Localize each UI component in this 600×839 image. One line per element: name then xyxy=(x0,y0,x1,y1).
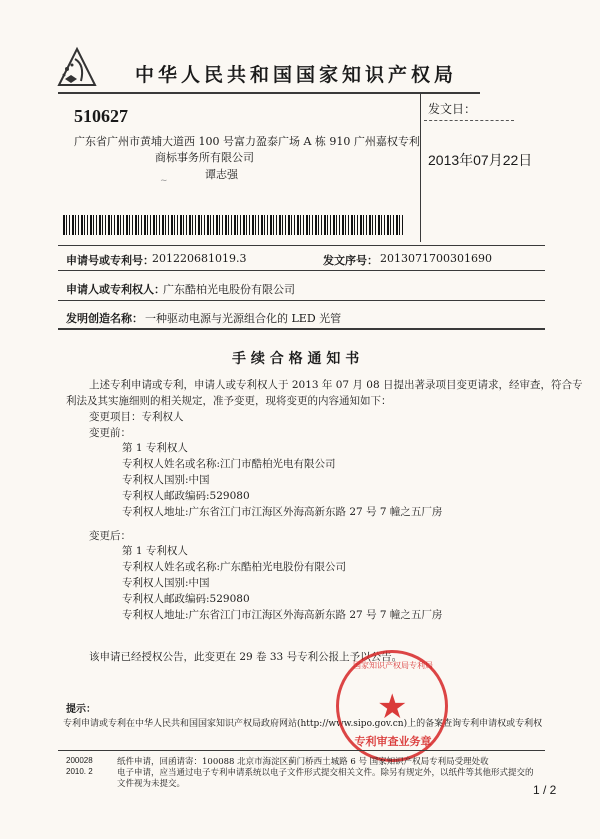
address-line-2: 商标事务所有限公司 xyxy=(155,151,254,164)
invention-title-label: 发明创造名称： xyxy=(66,312,143,325)
form-date: 2010. 2 xyxy=(66,767,93,776)
applicant-label: 申请人或专利权人： xyxy=(66,283,165,296)
serial-label: 发文序号： xyxy=(323,254,378,267)
row-rule-1 xyxy=(58,245,545,246)
after-postcode: 专利权人邮政编码:529080 xyxy=(122,593,250,605)
serial-number: 2013071700301690 xyxy=(380,252,492,265)
before-seq: 第 1 专利权人 xyxy=(122,442,188,454)
row-rule-4 xyxy=(58,328,545,330)
footer-rule xyxy=(58,750,545,751)
after-country: 专利权人国别:中国 xyxy=(122,577,210,589)
notice-para-line-1: 上述专利申请或专利，申请人或专利权人于 2013 年 07 月 08 日提出著录项目变更请求，经审查，符合专 xyxy=(89,379,583,391)
before-label: 变更前： xyxy=(89,427,131,439)
hint-text: 专利申请或专利在中华人民共和国国家知识产权局政府网站(http://www.sipo.gov.cn)上的备案查询专利申请权或专利权 xyxy=(63,719,543,729)
footer-line-1: 纸件申请，回函请寄：100088 北京市海淀区蓟门桥西土城路 6 号 国家知识产权局专利局受理处收 xyxy=(117,757,489,767)
footer-line-2: 电子申请，应当通过电子专利申请系统以电子文件形式提交相关文件。除另有规定外，以纸件等其他形式提交的 xyxy=(117,768,534,778)
after-label: 变更后： xyxy=(89,530,131,542)
page-number: 1 / 2 xyxy=(533,783,557,797)
smudge-mark: ~ xyxy=(160,176,168,186)
before-address: 专利权人地址:广东省江门市江海区外海高新东路 27 号 7 幢之五厂房 xyxy=(122,506,443,518)
date-column-divider xyxy=(420,92,421,242)
after-address: 专利权人地址:广东省江门市江海区外海高新东路 27 号 7 幢之五厂房 xyxy=(122,609,443,621)
before-name: 专利权人姓名或名称:江门市酷柏光电有限公司 xyxy=(122,458,336,470)
announcement: 该申请已经授权公告，此变更在 29 卷 33 号专利公报上予以公告。 xyxy=(89,651,403,663)
dispatch-date-rule xyxy=(424,120,514,121)
row-rule-3 xyxy=(58,300,545,301)
change-item: 变更项目：专利权人 xyxy=(89,411,184,423)
application-number-label: 申请号或专利号： xyxy=(66,254,154,267)
notice-title: 手 续 合 格 通 知 书 xyxy=(232,351,360,367)
invention-title: 一种驱动电源与光源组合化的 LED 光管 xyxy=(145,312,342,325)
dispatch-date: 2013年07月22日 xyxy=(428,152,533,168)
before-country: 专利权人国别:中国 xyxy=(122,474,210,486)
dispatch-date-label: 发文日： xyxy=(428,102,477,116)
org-name: 中华人民共和国国家知识产权局 xyxy=(135,64,458,86)
header-rule xyxy=(58,92,480,94)
seal-star-icon: ★ xyxy=(377,687,408,727)
official-seal xyxy=(336,650,448,762)
barcode xyxy=(63,215,403,235)
cnipa-logo-icon xyxy=(55,45,99,89)
form-code: 200028 xyxy=(66,756,93,765)
applicant-name: 广东酷柏光电股份有限公司 xyxy=(163,283,295,296)
seal-bottom-text: 专利审查业务章 xyxy=(354,735,432,748)
postcode: 510627 xyxy=(74,106,128,126)
notice-para-line-2: 利法及其实施细则的相关规定，准予变更，现将变更的内容通知如下： xyxy=(66,395,392,407)
address-line-1: 广东省广州市黄埔大道西 100 号富力盈泰广场 A 栋 910 广州嘉权专利 xyxy=(74,135,420,148)
after-name: 专利权人姓名或名称:广东酷柏光电股份有限公司 xyxy=(122,561,347,573)
row-rule-2 xyxy=(58,270,545,271)
before-postcode: 专利权人邮政编码:529080 xyxy=(122,490,250,502)
after-seq: 第 1 专利权人 xyxy=(122,545,188,557)
addressee-name: 谭志强 xyxy=(205,168,238,181)
application-number: 201220681019.3 xyxy=(152,252,247,265)
seal-ring-text: 国家知识产权局专利局 xyxy=(353,661,433,670)
footer-line-3: 文件视为未提交。 xyxy=(117,779,186,789)
hint-label: 提示： xyxy=(66,704,96,715)
